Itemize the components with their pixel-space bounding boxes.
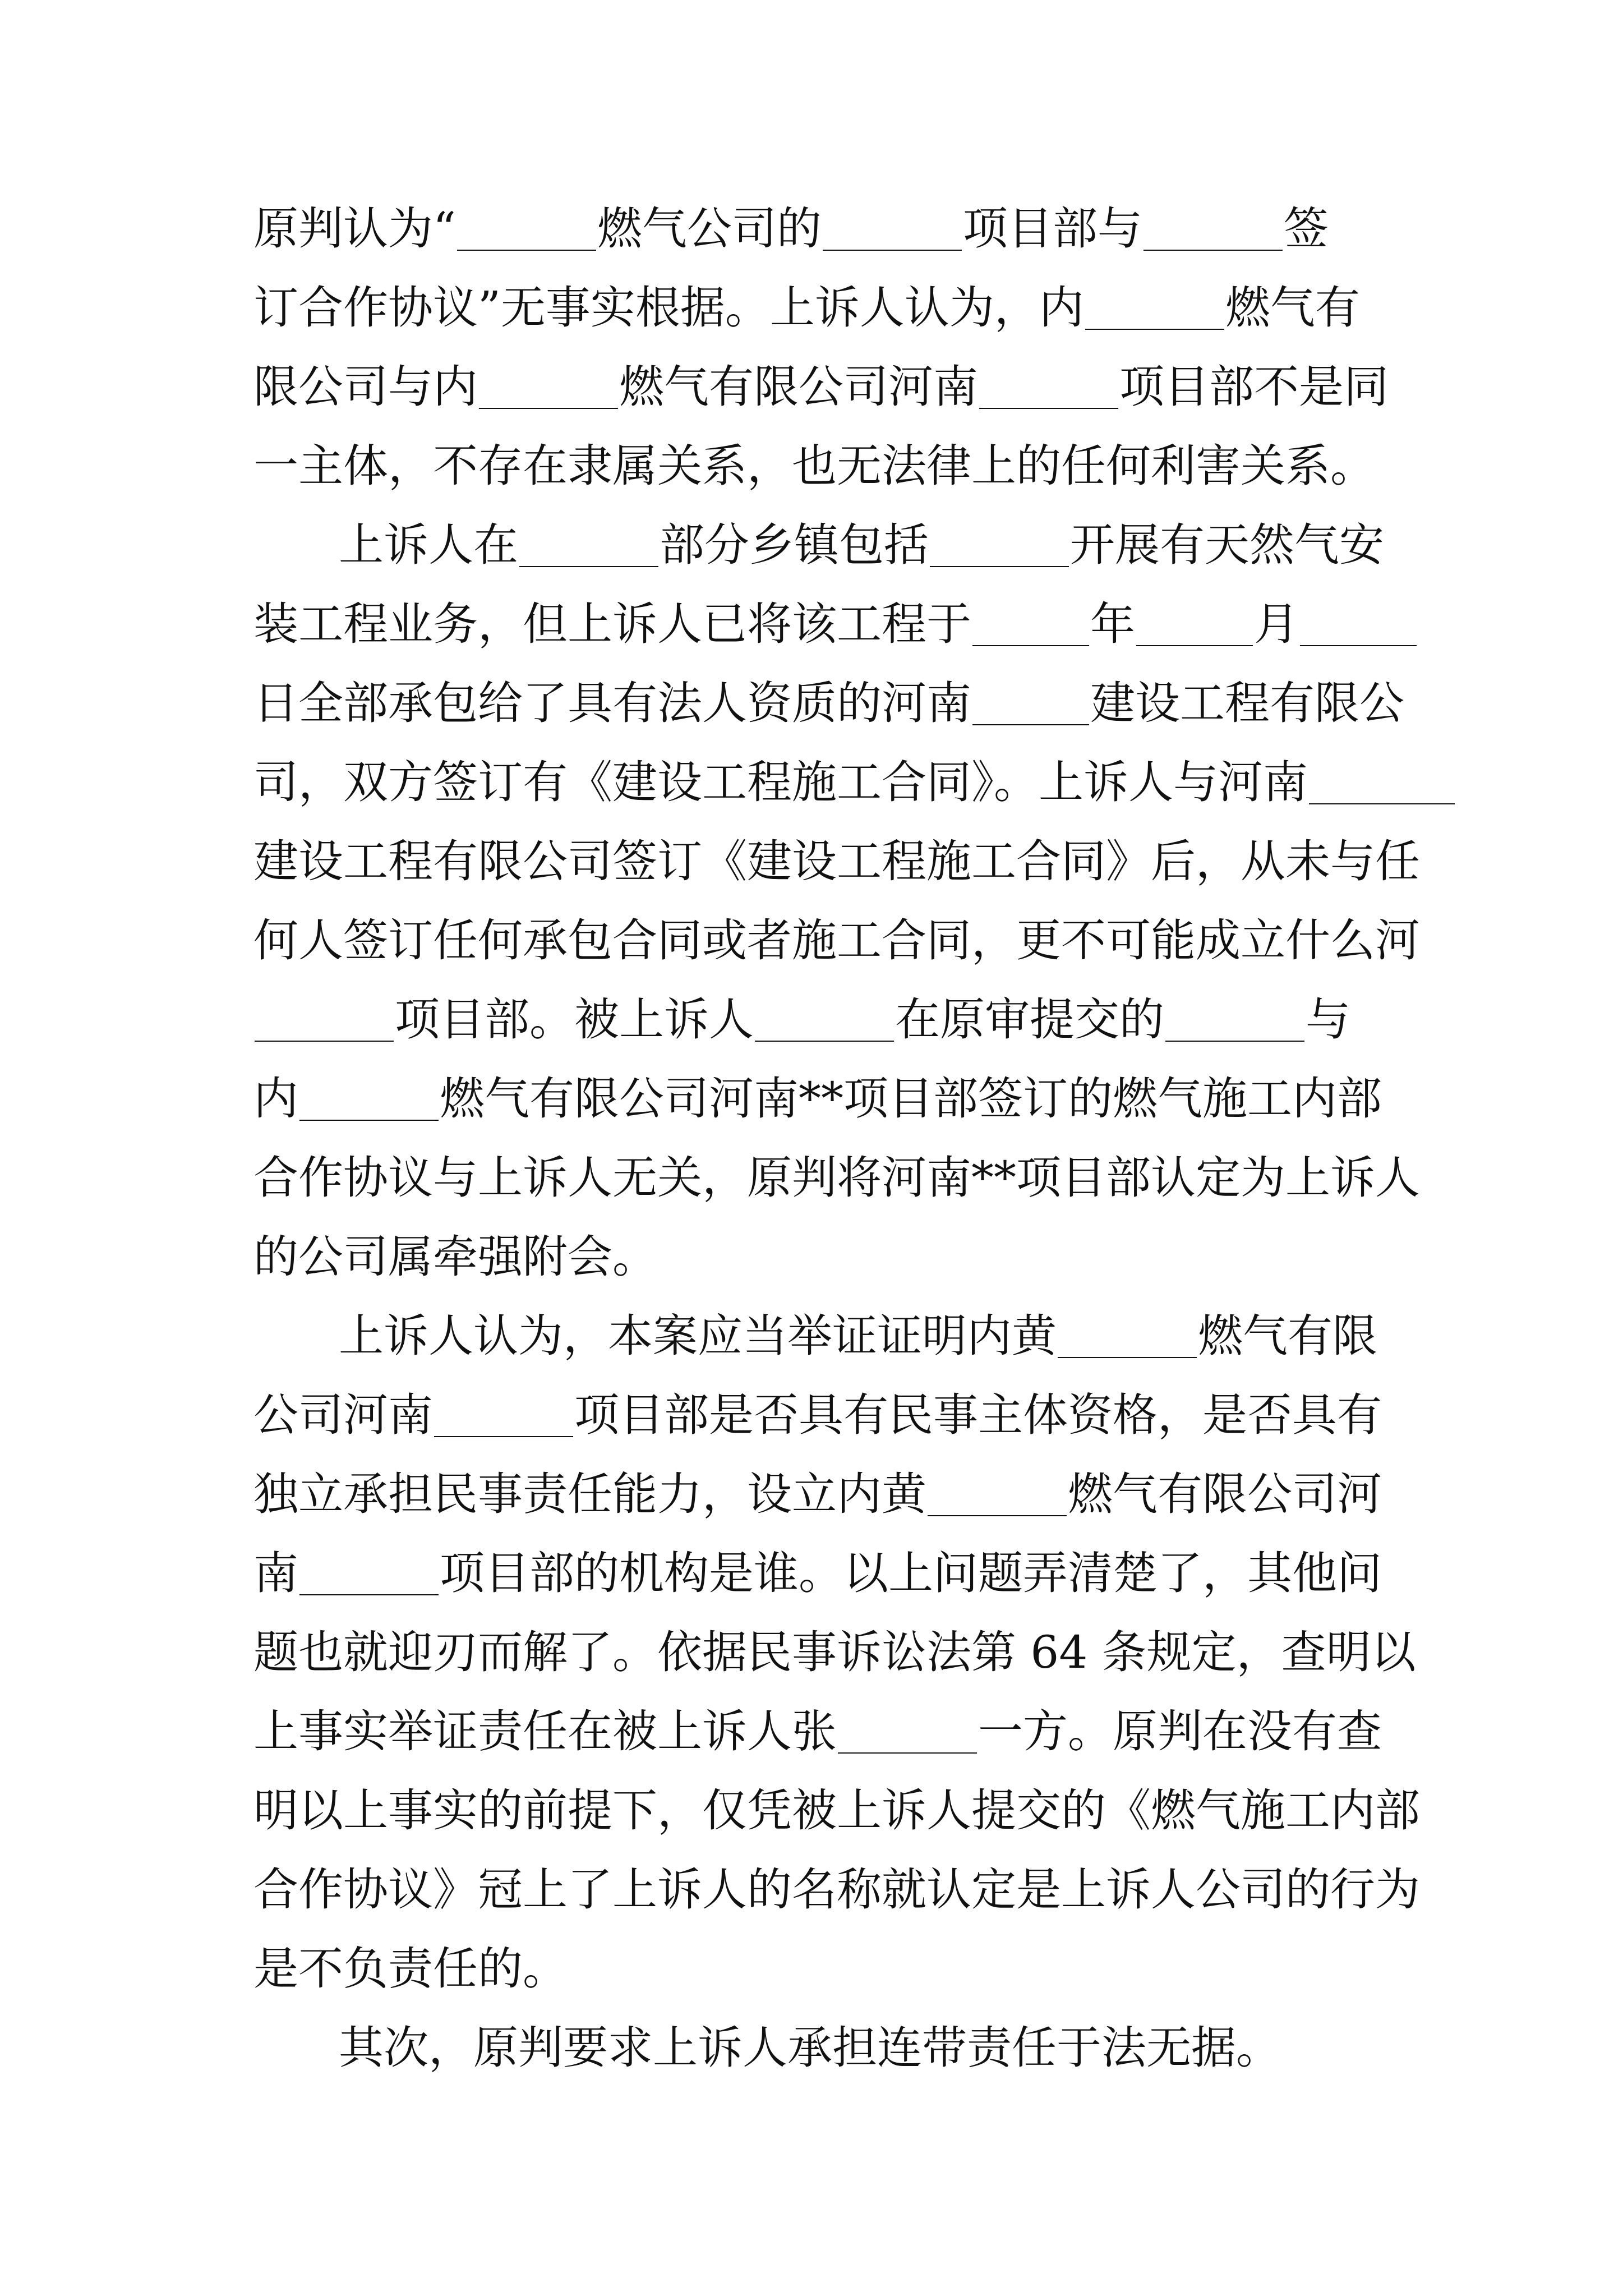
text-line: 上诉人认为，本案应当举证证明内黄 燃气有限 <box>339 1310 1377 1362</box>
text-line: 上诉人在 部分乡镇包括 开展有天然气安 <box>339 519 1384 571</box>
text-line: 司，双方签订有《建设工程施工合同》。上诉人与河南 <box>253 754 1456 811</box>
blank-field <box>1309 803 1455 804</box>
text-line: 日全部承包给了具有法人资质的河南 建设工程有限公 <box>253 677 1404 729</box>
text-line: 合作协议与上诉人无关，原判将河南**项目部认定为上诉人 <box>253 1152 1420 1204</box>
text-line: 项目部。被上诉人 在原审提交的 与 <box>253 992 1350 1048</box>
blank-field <box>823 250 962 251</box>
text-line: 题也就迎刃而解了。依据民事诉讼法第 64 条规定，查明以 <box>253 1626 1416 1678</box>
blank-field <box>1144 250 1283 251</box>
blank-field <box>1136 645 1253 646</box>
text-line: 限公司与内 燃气有限公司河南 项目部不是同 <box>253 361 1389 413</box>
text-line: 何人签订任何承包合同或者施工合同，更不可能成立什么河 <box>253 914 1420 967</box>
text-line: 一主体，不存在隶属关系，也无法律上的任何利害关系。 <box>253 440 1375 492</box>
blank-field <box>255 1041 394 1042</box>
text-line: 装工程业务，但上诉人已将该工程于 年 月 <box>253 596 1418 652</box>
text-line: 建设工程有限公司签订《建设工程施工合同》后，从未与任 <box>253 835 1420 887</box>
blank-field <box>979 408 1118 409</box>
blank-field <box>434 1436 573 1437</box>
blank-field <box>479 408 618 409</box>
text-line: 是不负责任的。 <box>253 1943 568 1995</box>
text-line: 的公司属牵强附会。 <box>253 1231 657 1283</box>
text-line: 公司河南 项目部是否具有民事主体资格，是否具有 <box>253 1389 1382 1441</box>
blank-field <box>299 1594 439 1595</box>
blank-field <box>1165 1041 1304 1042</box>
text-line: 南 项目部的机构是谁。以上问题弄清楚了，其他问 <box>253 1547 1382 1599</box>
text-line: 内 燃气有限公司河南**项目部签订的燃气施工内部 <box>253 1073 1382 1125</box>
text-line: 明以上事实的前提下，仅凭被上诉人提交的《燃气施工内部 <box>253 1784 1420 1837</box>
blank-field <box>972 645 1089 646</box>
blank-field <box>519 566 658 567</box>
blank-field <box>838 1752 977 1754</box>
blank-field <box>1058 1357 1197 1358</box>
text-line: 订合作协议”无事实根据。上诉人认为，内 燃气有 <box>253 282 1360 334</box>
text-line: 原判认为“ 燃气公司的 项目部与 签 <box>253 203 1329 255</box>
blank-field <box>1300 645 1417 646</box>
blank-field <box>928 1515 1067 1516</box>
blank-field <box>972 724 1089 725</box>
blank-field <box>755 1041 894 1042</box>
text-line: 其次，原判要求上诉人承担连带责任于法无据。 <box>339 2022 1281 2074</box>
blank-field <box>1085 329 1224 330</box>
text-line: 独立承担民事责任能力，设立内黄 燃气有限公司河 <box>253 1468 1382 1520</box>
blank-field <box>299 1120 439 1121</box>
blank-field <box>930 566 1069 567</box>
text-line: 合作协议》冠上了上诉人的名称就认定是上诉人公司的行为 <box>253 1864 1420 1916</box>
text-line: 上事实举证责任在被上诉人张 一方。原判在没有查 <box>253 1705 1382 1757</box>
blank-field <box>457 250 596 251</box>
